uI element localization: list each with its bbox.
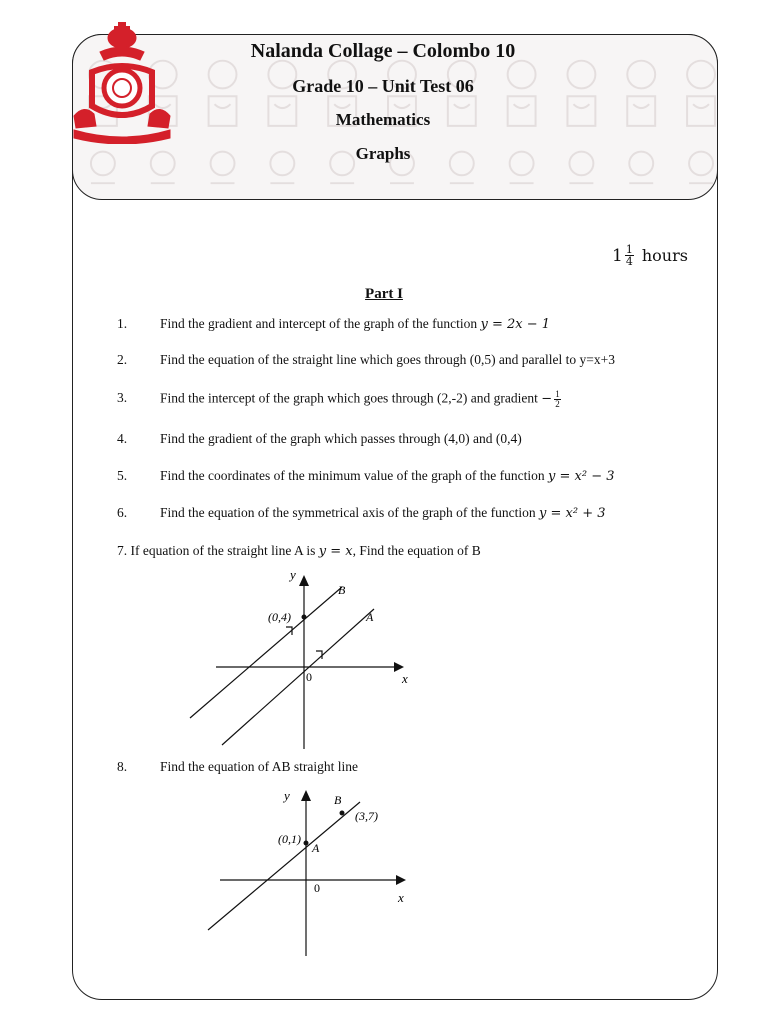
- question-text: Find the intercept of the graph which goes through (2,-2) and gradient − $\frac{1}{2}$: [160, 389, 560, 409]
- point-b: [340, 811, 345, 816]
- question-text: Find the equation of the straight line which goes through (0,5) and parallel to y=x+3: [160, 352, 616, 367]
- duration-whole: 1: [612, 245, 623, 266]
- subject-title: Mathematics: [335, 110, 431, 129]
- question-text: Find the coordinates of the minimum value of the graph of the function y = x² − 3: [160, 468, 615, 484]
- question-math: −: [541, 391, 553, 407]
- question-number: 2.: [117, 352, 128, 367]
- y-axis-label: y: [290, 567, 296, 582]
- line-b: [190, 587, 342, 718]
- duration-numerator: 1: [625, 243, 633, 256]
- line-a: [222, 609, 374, 745]
- question-text: Find the gradient of the graph which passes through (4,0) and (0,4): [160, 431, 522, 446]
- duration-fraction: [625, 244, 634, 267]
- topic-title: Graphs: [355, 144, 411, 163]
- duration-denominator: 4: [625, 255, 633, 268]
- point-b-label: B: [334, 793, 342, 807]
- line-ab: [208, 802, 360, 930]
- graph-question-7: [180, 565, 420, 755]
- y-axis-arrow: [299, 575, 309, 586]
- graph-question-8: [200, 780, 420, 960]
- question-number: 8.: [117, 759, 128, 774]
- part-heading: Part I: [365, 286, 403, 302]
- question-number: 3.: [117, 390, 128, 405]
- y-axis-label: y: [284, 788, 290, 803]
- question-text: Find the gradient and intercept of the graph of the function y = 2x − 1: [160, 316, 551, 332]
- duration: [612, 244, 688, 267]
- point-a: [304, 841, 309, 846]
- school-name: Nalanda Collage – Colombo 10: [250, 40, 516, 62]
- question-number: 4.: [117, 431, 128, 446]
- x-axis-arrow: [396, 875, 406, 885]
- point-a-coordinates: (0,1): [278, 832, 301, 846]
- question-math: y = x² − 3: [548, 469, 615, 484]
- question-text: Find the equation of AB straight line: [160, 759, 358, 774]
- question-math: y = 2x − 1: [480, 317, 551, 332]
- y-axis-arrow: [301, 790, 311, 801]
- question-7: [117, 543, 481, 559]
- x-axis-label: x: [398, 890, 404, 905]
- question-number: 5.: [117, 468, 128, 483]
- line-b-label: B: [338, 583, 346, 597]
- origin-label: 0: [314, 881, 320, 895]
- x-axis-label: x: [402, 671, 408, 686]
- question-text: Find the equation of the symmetrical axis of the graph of the function y = x² + 3: [160, 505, 606, 521]
- test-title: Grade 10 – Unit Test 06: [292, 76, 474, 96]
- question-number: 6.: [117, 505, 128, 520]
- question-fraction: $\frac{1}{2}$: [555, 389, 560, 409]
- question-text: If equation of the straight line A is y = x, Find the equation of B: [130, 543, 481, 559]
- point-label: (0,4): [268, 610, 291, 624]
- question-number: 1.: [117, 316, 128, 331]
- point-0-4: [302, 615, 307, 620]
- origin-label: 0: [306, 670, 312, 684]
- question-math: y = x² + 3: [539, 506, 606, 521]
- point-b-coordinates: (3,7): [355, 809, 378, 823]
- duration-unit: hours: [641, 246, 688, 265]
- point-a-label: A: [312, 841, 320, 855]
- question-number: 7.: [117, 543, 128, 558]
- line-a-label: A: [366, 610, 374, 624]
